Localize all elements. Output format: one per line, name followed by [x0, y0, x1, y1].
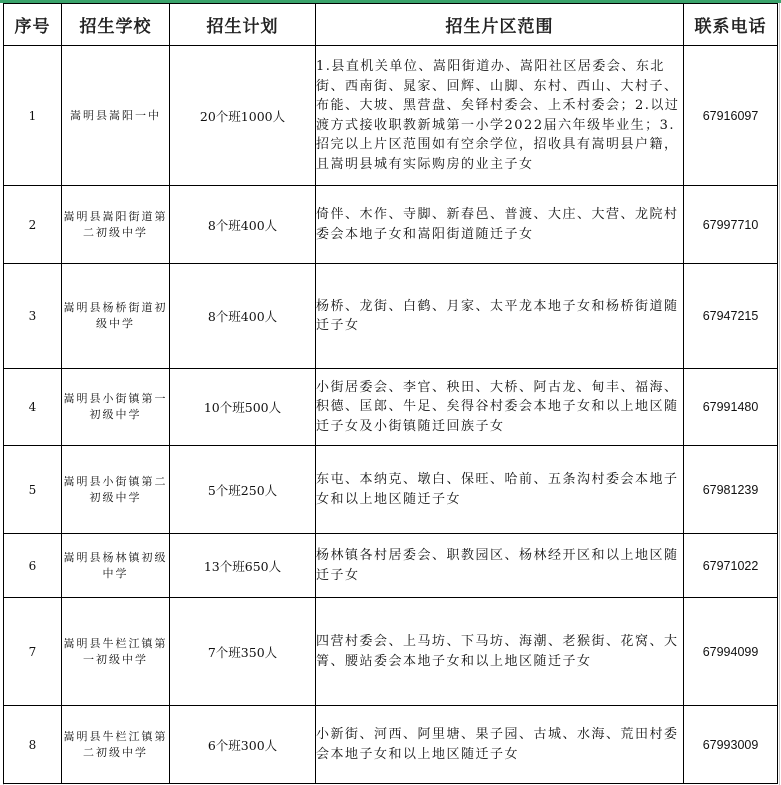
cell-school[interactable]: 嵩明县杨林镇初级中学 — [62, 534, 170, 598]
cell-area[interactable]: 四营村委会、上马坊、下马坊、海潮、老猴街、花窝、大箐、腰站委会本地子女和以上地区随迁子女 — [316, 598, 684, 706]
cell-area[interactable]: 倚伴、木作、寺脚、新春邑、普渡、大庄、大营、龙院村委会本地子女和嵩阳街道随迁子女 — [316, 186, 684, 264]
enrollment-table — [3, 3, 778, 784]
table-row — [4, 186, 778, 264]
cell-index[interactable]: 3 — [4, 264, 62, 369]
cell-index[interactable]: 8 — [4, 706, 62, 784]
cell-plan[interactable]: 5个班250人 — [170, 446, 316, 534]
cell-school[interactable]: 嵩明县杨桥街道初级中学 — [62, 264, 170, 369]
cell-plan[interactable]: 13个班650人 — [170, 534, 316, 598]
cell-index[interactable]: 4 — [4, 369, 62, 446]
cell-index[interactable]: 6 — [4, 534, 62, 598]
header-row — [4, 4, 778, 46]
cell-index[interactable]: 5 — [4, 446, 62, 534]
cell-school[interactable]: 嵩明县牛栏江镇第二初级中学 — [62, 706, 170, 784]
cell-area[interactable]: 1.县直机关单位、嵩阳街道办、嵩阳社区居委会、东北街、西南街、晁家、回辉、山脚、东村、西山、大村子、布能、大坡、黑营盘、矣铎村委会、上禾村委会；2.以过渡方式接收职教新城第一小学2022届六年级毕业生；3.招完以上片区范围如有空余学位，招收具有嵩明县户籍，且嵩明县城有实际购房的业主子女 — [316, 46, 684, 186]
table-row — [4, 706, 778, 784]
cell-area[interactable]: 杨林镇各村居委会、职教园区、杨林经开区和以上地区随迁子女 — [316, 534, 684, 598]
cell-area[interactable]: 杨桥、龙街、白鹤、月家、太平龙本地子女和杨桥街道随迁子女 — [316, 264, 684, 369]
cell-index[interactable]: 1 — [4, 46, 62, 186]
cell-phone[interactable]: 67971022 — [684, 534, 778, 598]
table-row — [4, 598, 778, 706]
cell-plan[interactable]: 20个班1000人 — [170, 46, 316, 186]
table-row — [4, 369, 778, 446]
cell-index[interactable]: 2 — [4, 186, 62, 264]
cell-school[interactable]: 嵩明县嵩阳一中 — [62, 46, 170, 186]
cell-area[interactable]: 小新街、河西、阿里塘、果子园、古城、水海、荒田村委会本地子女和以上地区随迁子女 — [316, 706, 684, 784]
header-phone[interactable]: 联系电话 — [684, 4, 778, 46]
cell-area[interactable]: 小街居委会、李官、秧田、大桥、阿古龙、甸丰、福海、积德、匡郎、牛足、矣得谷村委会本地子女和以上地区随迁子女及小街镇随迁回族子女 — [316, 369, 684, 446]
table-row — [4, 446, 778, 534]
cell-phone[interactable]: 67947215 — [684, 264, 778, 369]
cell-phone[interactable]: 67993009 — [684, 706, 778, 784]
header-area[interactable]: 招生片区范围 — [316, 4, 684, 46]
table-row — [4, 46, 778, 186]
cell-plan[interactable]: 10个班500人 — [170, 369, 316, 446]
sheet-gridline-right — [779, 3, 780, 785]
cell-phone[interactable]: 67981239 — [684, 446, 778, 534]
cell-phone[interactable]: 67997710 — [684, 186, 778, 264]
cell-school[interactable]: 嵩明县小街镇第一初级中学 — [62, 369, 170, 446]
cell-plan[interactable]: 8个班400人 — [170, 186, 316, 264]
header-plan[interactable]: 招生计划 — [170, 4, 316, 46]
cell-plan[interactable]: 7个班350人 — [170, 598, 316, 706]
cell-school[interactable]: 嵩明县小街镇第二初级中学 — [62, 446, 170, 534]
cell-school[interactable]: 嵩明县嵩阳街道第二初级中学 — [62, 186, 170, 264]
cell-phone[interactable]: 67994099 — [684, 598, 778, 706]
table-row — [4, 264, 778, 369]
table-row — [4, 534, 778, 598]
cell-phone[interactable]: 67916097 — [684, 46, 778, 186]
cell-plan[interactable]: 6个班300人 — [170, 706, 316, 784]
header-index[interactable]: 序号 — [4, 4, 62, 46]
cell-plan[interactable]: 8个班400人 — [170, 264, 316, 369]
cell-index[interactable]: 7 — [4, 598, 62, 706]
cell-area[interactable]: 东屯、本纳克、墩白、保旺、哈前、五条沟村委会本地子女和以上地区随迁子女 — [316, 446, 684, 534]
cell-school[interactable]: 嵩明县牛栏江镇第一初级中学 — [62, 598, 170, 706]
header-school[interactable]: 招生学校 — [62, 4, 170, 46]
cell-phone[interactable]: 67991480 — [684, 369, 778, 446]
